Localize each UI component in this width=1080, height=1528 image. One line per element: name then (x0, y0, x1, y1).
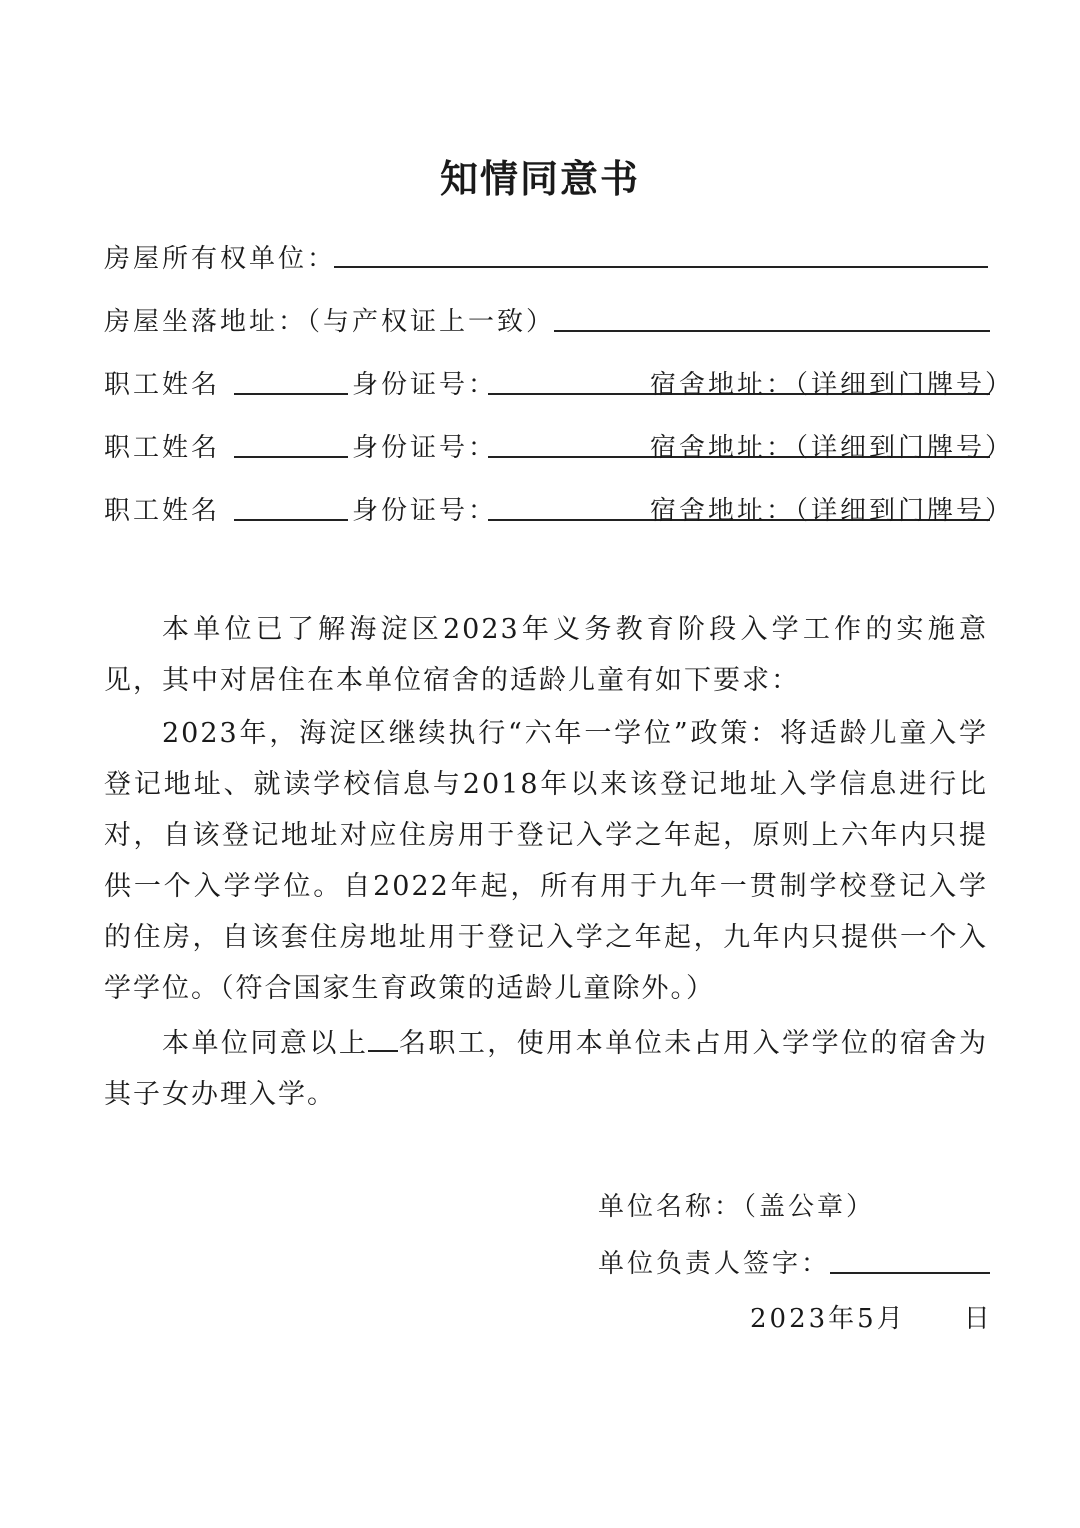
address-label: 房屋坐落地址：（与产权证上一致） (104, 307, 556, 337)
document-title: 知情同意书 (439, 156, 640, 201)
employee-name-blank[interactable] (234, 456, 348, 458)
employee-name-label: 职工姓名 (104, 370, 221, 400)
id-number-label: 身份证号： (352, 496, 498, 526)
paragraph-intro: 本单位已了解海淀区2023年义务教育阶段入学工作的实施意见，其中对居住在本单位宿舍的适龄儿童有如下要求： (104, 614, 988, 696)
owner-blank-line[interactable] (334, 266, 988, 268)
unit-name-seal-label: 单位名称：（盖公章） (598, 1192, 876, 1222)
employee-name-blank[interactable] (234, 393, 348, 395)
dorm-address-label: 宿舍地址：（详细到门牌号） (650, 370, 1015, 400)
paragraph-policy: 2023年，海淀区继续执行“六年一学位”政策：将适龄儿童入学登记地址、就读学校信息与2018年以来该登记地址入学信息进行比对，自该登记地址对应住房用于登记入学之年起，原则上六年内只提供一个入学学位。自2022年起，所有用于九年一贯制学校登记入学的住房，自该套住房地址用于登记入学之年起，九年内只提供一个入学学位。（符合国家生育政策的适龄儿童除外。） (104, 718, 988, 1004)
employee-count-blank[interactable] (368, 1026, 398, 1052)
dorm-address-label: 宿舍地址：（详细到门牌号） (650, 433, 1015, 463)
id-number-label: 身份证号： (352, 370, 498, 400)
dorm-address-label: 宿舍地址：（详细到门牌号） (650, 496, 1015, 526)
consent-text-after: 名职工，使用本单位未占用入学学位的宿舍为其子女办理入学。 (104, 1028, 989, 1110)
id-number-label: 身份证号： (352, 433, 498, 463)
signature-blank-line[interactable] (830, 1272, 990, 1274)
employee-name-label: 职工姓名 (104, 496, 221, 526)
date-text: 2023年5月 日 (750, 1304, 993, 1334)
paragraph-consent (104, 1018, 988, 1120)
address-blank-line[interactable] (554, 330, 990, 332)
unit-head-signature-label: 单位负责人签字： (598, 1249, 831, 1279)
employee-name-label: 职工姓名 (104, 433, 221, 463)
consent-text-before: 本单位同意以上 (162, 1028, 369, 1059)
owner-label: 房屋所有权单位： (104, 244, 337, 274)
employee-name-blank[interactable] (234, 519, 348, 521)
